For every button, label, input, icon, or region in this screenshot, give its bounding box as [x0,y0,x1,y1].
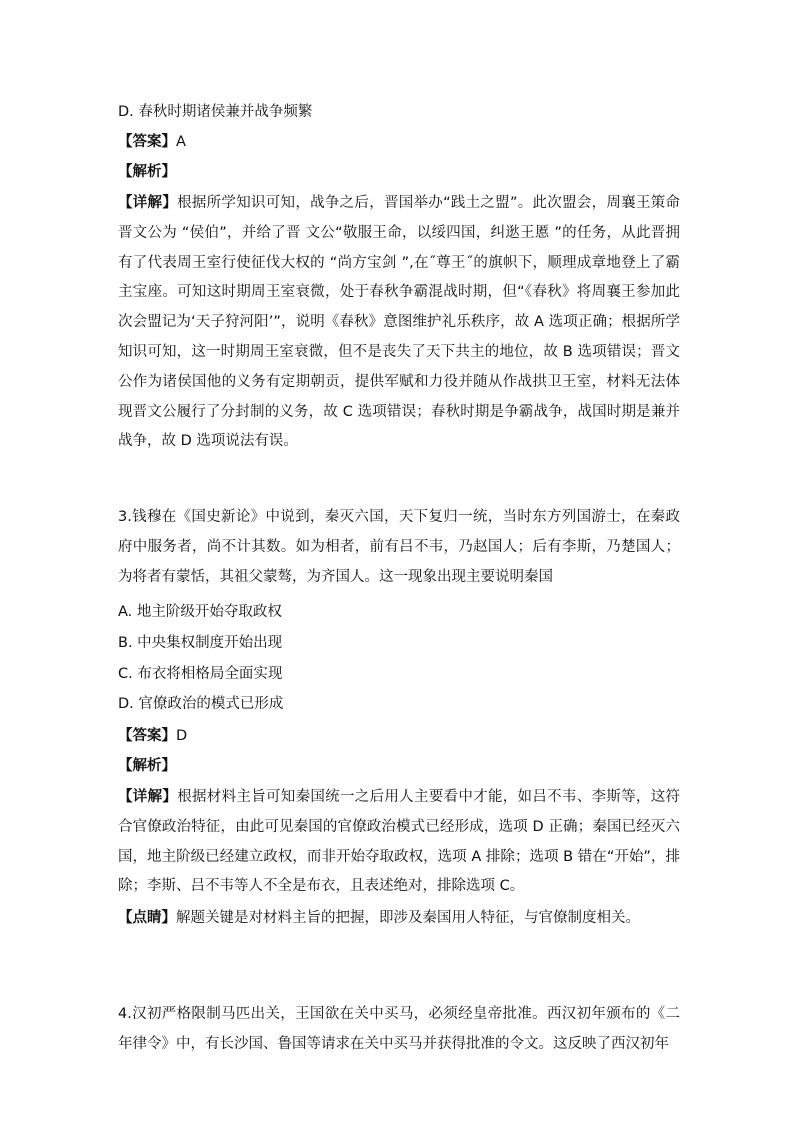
q2-answer-label: 【答案】 [118,134,176,150]
q3-comment-label: 【点睛】 [118,910,176,926]
q3-option-a: A. 地主阶级开始夺取政权 [118,604,282,620]
q3-detail [118,783,680,902]
q3-comment [118,904,680,934]
q3-stem: 3.钱穆在《国史新论》中说到，秦灭六国，天下复归一统，当时东方列国游士，在秦政府中服务者，尚不计其数。如为相者，前有吕不韦，乃赵国人；后有李斯，乃楚国人；为将者有蒙恬，其祖父蒙骜，为齐国人。这一现象出现主要说明秦国 [118,509,680,585]
q3-answer [118,726,187,746]
q3-answer-value: D [176,728,188,744]
q3-answer-label: 【答案】 [118,728,176,744]
q2-answer-value: A [176,134,186,150]
q2-detail-label: 【详解】 [118,195,178,211]
q4-stem: 4.汉初严格限制马匹出关，王国欲在关中买马，必须经皇帝批准。西汉初年颁布的《二年律令》中，有长沙国、鲁国等请求在关中买马并获得批准的令文。这反映了西汉初年 [118,1006,680,1052]
q3-option-c: C. 布衣将相格局全面实现 [118,666,283,682]
q2-analysis-label: 【解析】 [118,164,176,180]
q3-analysis-label: 【解析】 [118,758,176,774]
q3-option-d: D. 官僚政治的模式已形成 [118,696,284,712]
q2-detail-text: 根据所学知识可知，战争之后，晋国举办“践土之盟”。此次盟会，周襄王策命晋文公为 “侯伯”，并给了晋 文公“敬服王命，以绥四国，纠逖王慝 ”的任务，从此晋拥有了代表周王室行使征伐大权的 “尚方宝剑 ”,在˝尊王˝的旗帜下，顺理成章地登上了霸主宝座。可知这时期周王室衰微，处于春秋争霸混战时期，但“《春秋》将周襄王参加此次会盟记为‘天子狩河阳’”，说明《春秋》意图维护礼乐秩序，故 A 选项正确；根据所学知识可知，这一时期周王室衰微，但不是丧失了天下共主的地位，故 B 选项错误；晋文公作为诸侯国他的义务有定期朝贡，提供军赋和力役并随从作战拱卫王室，材料无法体现晋文公履行了分封制的义务，故 C 选项错误；春秋时期是争霸战争，战国时期是兼并战争，故 D 选项说法有误。 [118,195,680,450]
q2-answer [118,132,186,152]
q3-option-b: B. 中央集权制度开始出现 [118,635,283,651]
q2-detail [118,189,680,457]
q3-detail-label: 【详解】 [118,789,178,805]
q3-comment-text: 解题关键是对材料主旨的把握，即涉及秦国用人特征，与官僚制度相关。 [176,910,640,926]
q3-detail-text: 根据材料主旨可知秦国统一之后用人主要看中才能，如吕不韦、李斯等，这符合官僚政治特征，由此可见秦国的官僚政治模式已经形成，选项 D 正确；秦国已经灭六国，地主阶级已经建立政权，而非开始夺取政权，选项 A 排除；选项 B 错在“开始”，排除；李斯、吕不韦等人不全是布衣，且表述绝对，排除选项 C。 [118,789,681,895]
q2-option-d: D. 春秋时期诸侯兼并战争频繁 [118,104,313,120]
